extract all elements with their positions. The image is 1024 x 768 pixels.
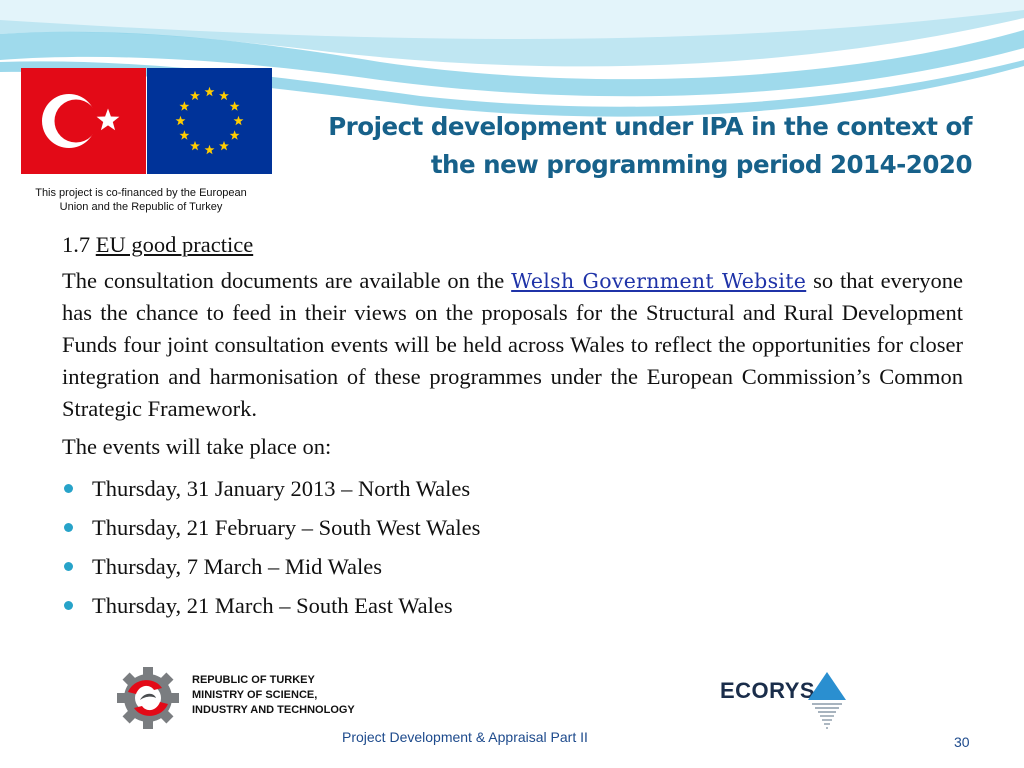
ecorys-triangle-logo — [808, 672, 846, 730]
consultation-paragraph — [62, 265, 963, 425]
section-number: 1.7 — [62, 232, 91, 257]
event-item — [62, 469, 963, 508]
ministry-line-3: INDUSTRY AND TECHNOLOGY — [192, 704, 355, 716]
event-item — [62, 547, 963, 586]
bullet-icon — [64, 601, 73, 610]
cofinance-line-2: Union and the Republic of Turkey — [59, 201, 223, 213]
section-title: EU good practice — [95, 232, 254, 257]
footer-caption: Project Development & Appraisal Part II — [342, 729, 588, 745]
event-text: Thursday, 31 January 2013 – North Wales — [92, 476, 471, 501]
slide-title-line-2: the new programming period 2014-2020 — [430, 150, 972, 179]
page-number: 30 — [954, 734, 970, 750]
slide-title-line-1: Project development under IPA in the context of — [328, 112, 972, 141]
slide-content — [62, 229, 963, 625]
event-text: Thursday, 21 February – South West Wales — [92, 515, 481, 540]
event-text: Thursday, 7 March – Mid Wales — [92, 554, 383, 579]
ministry-line-2: MINISTRY OF SCIENCE, — [192, 689, 318, 701]
event-item — [62, 586, 963, 625]
paragraph-body: so that everyone has the chance to feed in their views on the proposals for the Structural and Rural Development Funds four joint consultation events will be held across Wales to reflect the opportunities for closer integration and harmonisation of these programmes under the European Commission’s Common Strategic Framework. — [62, 268, 964, 421]
event-item — [62, 508, 963, 547]
paragraph-intro: The consultation documents are available on the — [62, 268, 505, 293]
section-heading — [62, 229, 963, 261]
eu-flag — [147, 68, 272, 174]
events-list — [62, 469, 963, 625]
bullet-icon — [64, 523, 73, 532]
slide-title — [270, 108, 972, 184]
cofinance-note — [10, 186, 272, 214]
bullet-icon — [64, 484, 73, 493]
ministry-line-1: REPUBLIC OF TURKEY — [192, 674, 315, 686]
events-intro: The events will take place on: — [62, 434, 332, 459]
turkey-flag — [21, 68, 146, 174]
ecorys-wordmark: ECORYS — [720, 678, 816, 703]
ministry-gear-logo — [108, 667, 188, 729]
cofinance-line-1: This project is co-financed by the European — [35, 187, 247, 199]
bullet-icon — [64, 562, 73, 571]
ministry-name — [192, 673, 355, 718]
event-text: Thursday, 21 March – South East Wales — [92, 593, 453, 618]
welsh-government-link[interactable]: Welsh Government Website — [511, 269, 807, 293]
